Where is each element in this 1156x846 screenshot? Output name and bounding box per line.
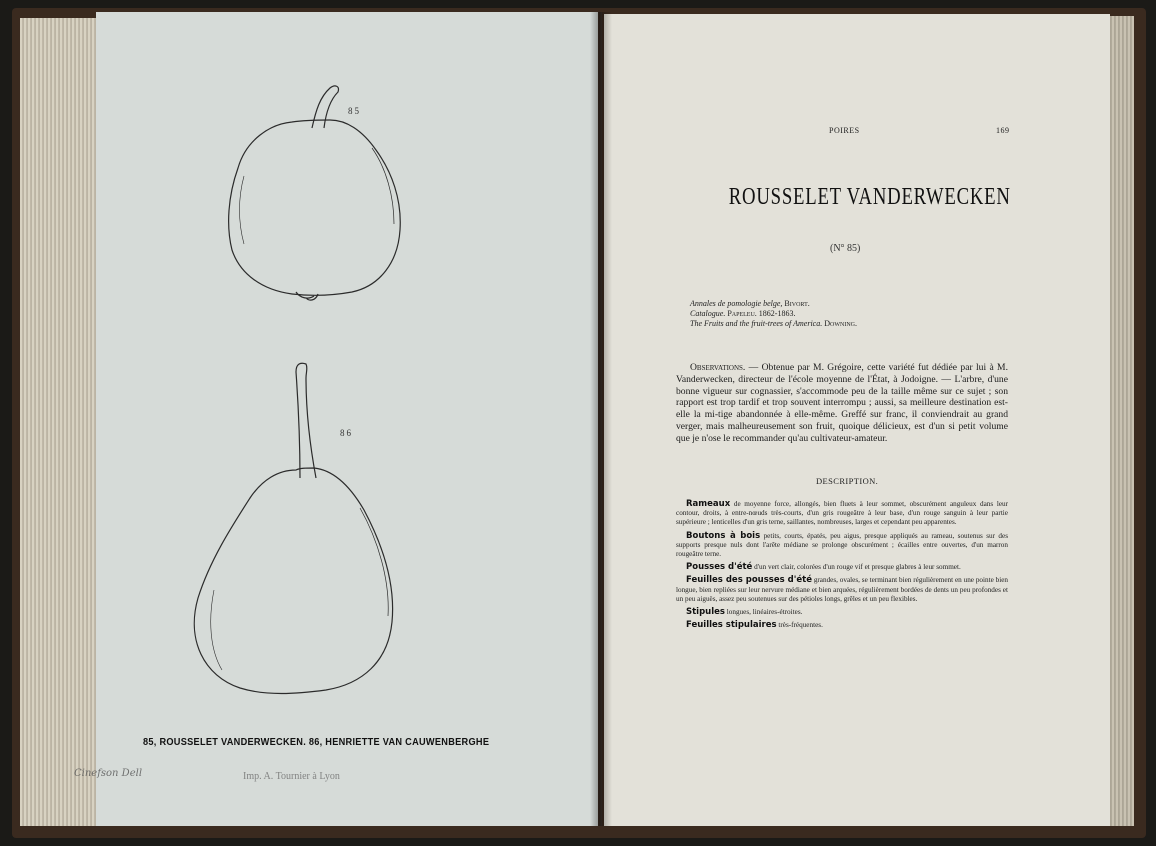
observations-text: — Obtenue par M. Grégoire, cette variété fut dédiée par lui à M. Vanderwecken, directeur de l'école moyenne de l'État, à Jodoigne. — L'arbre, d'une bonne vigueur sur cognassier, s'accommode peu de la taille même sur ce sujet ; son rapport est trop tardif et trop souvent interrompu ; aussi, sa meilleure destination est-elle la mi-tige abandonnée à elle-même. Greffé sur franc, il conviendrait au grand verger, mais malheureusement son fruit, quoique délicieux, est d'un si petit volume que je n'ose le recommander qu'au cultivateur-amateur. [676, 362, 1008, 444]
pear-86-drawing [194, 363, 392, 693]
printer-credit: Imp. A. Tournier à Lyon [243, 771, 340, 782]
pear-85-drawing [229, 86, 401, 300]
reference-item: Annales de pomologie belge, Bivort. [690, 299, 810, 308]
reference-item: The Fruits and the fruit-trees of America. Downing. [690, 319, 857, 328]
description-item: Rameaux de moyenne force, allongés, bien fluets à leur sommet, obscurément anguleux dans leur contour, droits, à entre-nœuds très-courts, d'un gris rougeâtre à leur base, d'un rouge sanguin à leur partie supérieure ; lenticelles d'un gris terne, saillantes, nombreuses, larges et cependant peu apparentes. [676, 499, 1008, 527]
reference-item: Catalogue. Papeleu. 1862-1863. [690, 309, 796, 318]
page-title: ROUSSELET VANDERWECKEN [728, 184, 1011, 210]
observations-paragraph [676, 362, 1008, 445]
description-item: Feuilles des pousses d'été grandes, ovales, se terminant bien régulièrement en une pointe bien longue, bien repliées sur leur nervure médiane et bien arquées, régulièrement bordées de dents un peu profondes et un peu aiguës, assez peu soutenues sur des pétioles longs, grêles et un peu flexibles. [676, 575, 1009, 603]
references [690, 299, 857, 329]
plate-caption: 85, ROUSSELET VANDERWECKEN. 86, HENRIETTE VAN CAUWENBERGHE [143, 737, 490, 748]
description-item: Feuilles stipulaires très-fréquentes. [686, 620, 823, 631]
description-body [676, 500, 1008, 634]
description-heading: DESCRIPTION. [816, 476, 879, 486]
description-item: Stipules longues, linéaires-étroites. [686, 607, 803, 618]
variety-number: (N° 85) [830, 243, 861, 254]
figure-number-85: 85 [348, 106, 361, 116]
book-gutter [590, 12, 612, 826]
artist-signature: Cinefson Dell [74, 768, 143, 779]
figure-number-86: 86 [340, 428, 353, 438]
running-head: POIRES [829, 126, 860, 135]
description-item: Pousses d'été d'un vert clair, colorées d'un rouge vif et presque glabres à leur sommet. [686, 562, 961, 573]
page-number: 169 [996, 126, 1010, 135]
observations-label: Observations. [690, 362, 746, 373]
description-item: Boutons à bois petits, courts, épatés, peu aigus, presque appliqués au rameau, soutenus sur des supports presque nuls dont l'arête médiane se prolonge obscurément ; écailles entre ouvertes, d'un marron rougeâtre terne. [676, 530, 1009, 559]
